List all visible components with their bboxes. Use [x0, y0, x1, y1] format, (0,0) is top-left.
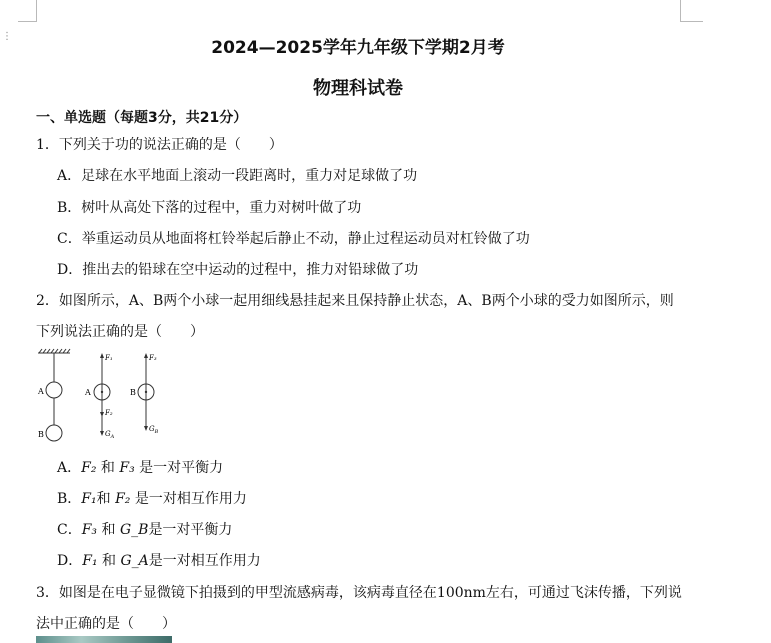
arrow-f3-icon	[144, 353, 148, 358]
arrow-gb-icon	[144, 426, 148, 431]
label-ball-a: A	[38, 387, 44, 396]
question-1-option-d: D．推出去的铅球在空中运动的过程中，推力对铅球做了功	[57, 262, 419, 278]
question-2-option-d: D．F₁ 和 G_A是一对相互作用力	[57, 553, 261, 569]
question-1-option-b: B．树叶从高处下落的过程中，重力对树叶做了功	[57, 200, 362, 216]
question-1-stem: 1．下列关于功的说法正确的是（ ）	[36, 137, 283, 153]
question-2-stem-line2: 下列说法正确的是（ ）	[36, 324, 204, 340]
exam-subtitle: 物理科试卷	[313, 78, 403, 99]
page-corner-mark-left	[18, 0, 37, 22]
question-2-option-b: B．F₁和 F₂ 是一对相互作用力	[57, 491, 247, 507]
question-2-stem-line1: 2．如图所示，A、B两个小球一起用细线悬挂起来且保持静止状态，A、B两个小球的受力如图所示，则	[36, 293, 674, 309]
ceiling-icon	[38, 349, 70, 353]
label-f2: F₂	[105, 409, 113, 417]
question-2-option-a: A．F₂ 和 F₃ 是一对平衡力	[57, 460, 224, 476]
exam-title: 2024—2025学年九年级下学期2月考	[211, 38, 505, 58]
label-f3: F₃	[149, 354, 157, 362]
label-force-b: B	[130, 388, 136, 397]
ball-a	[46, 382, 62, 398]
arrow-f1-icon	[100, 353, 104, 358]
question-1-option-c: C．举重运动员从地面将杠铃举起后静止不动，静止过程运动员对杠铃做了功	[57, 231, 530, 247]
label-gb: $G_B$	[149, 425, 159, 435]
section-heading: 一、单选题（每题3分，共21分）	[36, 110, 248, 126]
question-2-option-c: C．F₃ 和 G_B是一对平衡力	[57, 522, 233, 538]
label-f1: F₁	[105, 354, 113, 362]
virus-photo	[36, 636, 172, 643]
question-3-stem-line1: 3．如图是在电子显微镜下拍摄到的甲型流感病毒，该病毒直径在100nm左右，可通过飞沫传播，下列说	[36, 585, 682, 601]
document-page	[36, 0, 726, 643]
force-diagram-svg	[36, 347, 176, 445]
label-ball-b: B	[38, 430, 44, 439]
question-3-stem-line2: 法中正确的是（ ）	[36, 616, 176, 632]
ball-b	[46, 425, 62, 441]
arrow-ga-icon	[100, 431, 104, 436]
question-1-option-a: A．足球在水平地面上滚动一段距离时，重力对足球做了功	[57, 168, 418, 184]
label-force-a: A	[85, 388, 91, 397]
force-diagram	[36, 347, 176, 449]
label-ga: $G_A$	[105, 430, 115, 440]
drag-handle-icon[interactable]: ⋮	[2, 31, 12, 42]
